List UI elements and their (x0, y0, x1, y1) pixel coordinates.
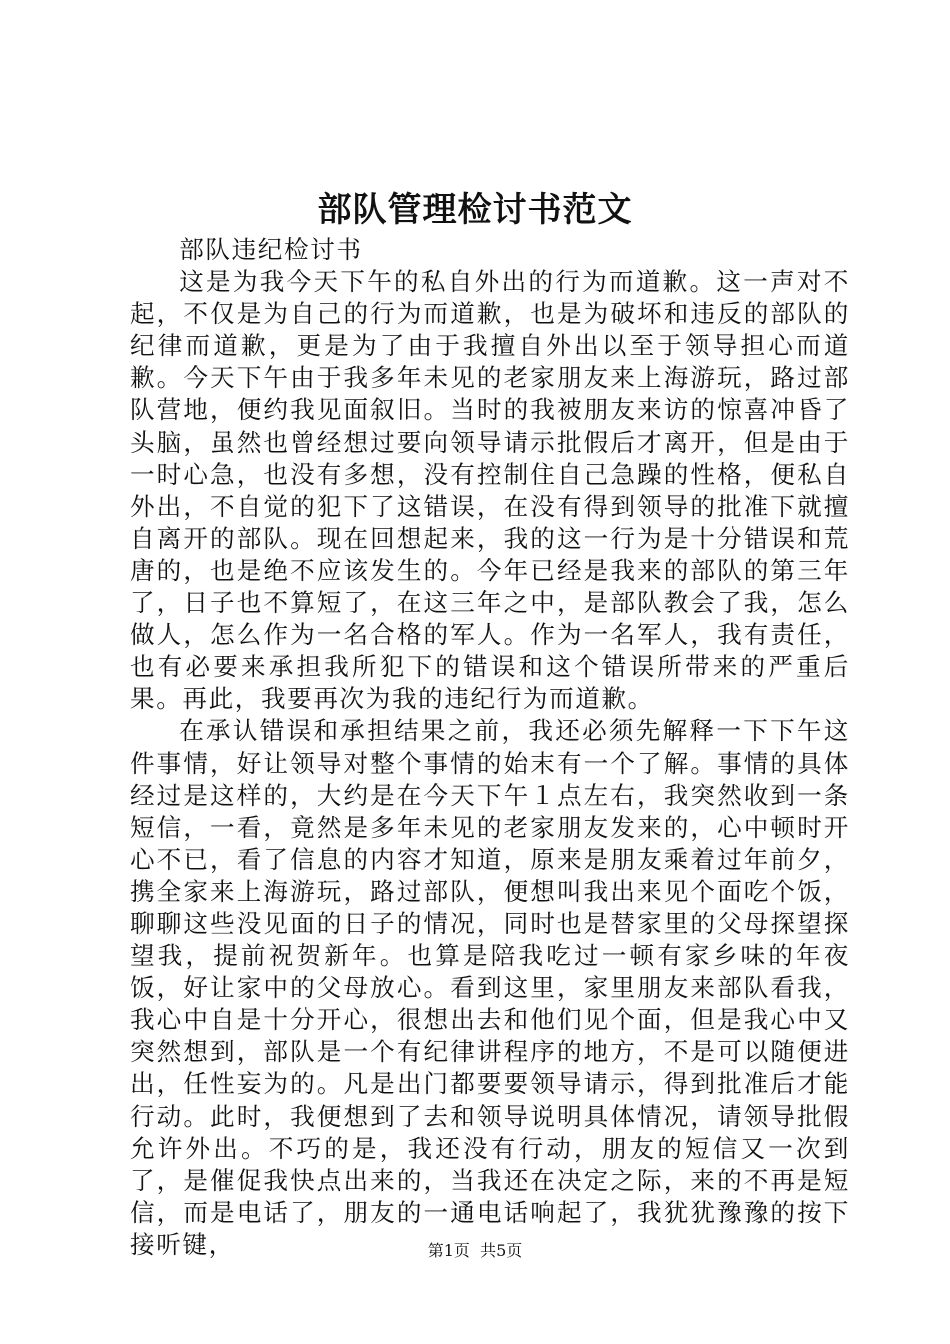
document-body (130, 234, 850, 1261)
body-paragraph-1: 这是为我今天下午的私自外出的行为而道歉。这一声对不起，不仅是为自己的行为而道歉，也是为破坏和违反的部队的纪律而道歉，更是为了由于我擅自外出以至于领导担心而道歉。今天下午由于我多年未见的老家朋友来上海游玩，路过部队营地，便约我见面叙旧。当时的我被朋友来访的惊喜冲昏了头脑，虽然也曾经想过要向领导请示批假后才离开，但是由于一时心急，也没有多想，没有控制住自己急躁的性格，便私自外出，不自觉的犯下了这错误，在没有得到领导的批准下就擅自离开的部队。现在回想起来，我的这一行为是十分错误和荒唐的，也是绝不应该发生的。今年已经是我来的部队的第三年了，日子也不算短了，在这三年之中，是部队教会了我，怎么做人，怎么作为一名合格的军人。作为一名军人，我有责任，也有必要来承担我所犯下的错误和这个错误所带来的严重后果。再此，我要再次为我的违纪行为而道歉。 (130, 267, 850, 714)
section-heading: 部队违纪检讨书 (179, 235, 363, 264)
page-number: 第1页 共5页 (427, 1241, 523, 1260)
document-title: 部队管理检讨书范文 (317, 190, 633, 230)
body-paragraph-2: 在承认错误和承担结果之前，我还必须先解释一下下午这件事情，好让领导对整个事情的始末有一个了解。事情的具体经过是这样的，大约是在今天下午１点左右，我突然收到一条短信，一看，竟然是多年未见的老家朋友发来的，心中顿时开心不已，看了信息的内容才知道，原来是朋友乘着过年前夕，携全家来上海游玩，路过部队，便想叫我出来见个面吃个饭，聊聊这些没见面的日子的情况，同时也是替家里的父母探望探望我，提前祝贺新年。也算是陪我吃过一顿有家乡味的年夜饭，好让家中的父母放心。看到这里，家里朋友来部队看我，我心中自是十分开心，很想出去和他们见个面，但是我心中又突然想到，部队是一个有纪律讲程序的地方，不是可以随便进出，任性妄为的。凡是出门都要要领导请示，得到批准后才能行动。此时，我便想到了去和领导说明具体情况，请领导批假允许外出。不巧的是，我还没有行动，朋友的短信又一次到了，是催促我快点出来的，当我还在决定之际，来的不再是短信，而是电话了，朋友的一通电话响起了，我犹犹豫豫的按下接听键， (130, 716, 850, 1259)
page-footer (0, 1240, 950, 1262)
